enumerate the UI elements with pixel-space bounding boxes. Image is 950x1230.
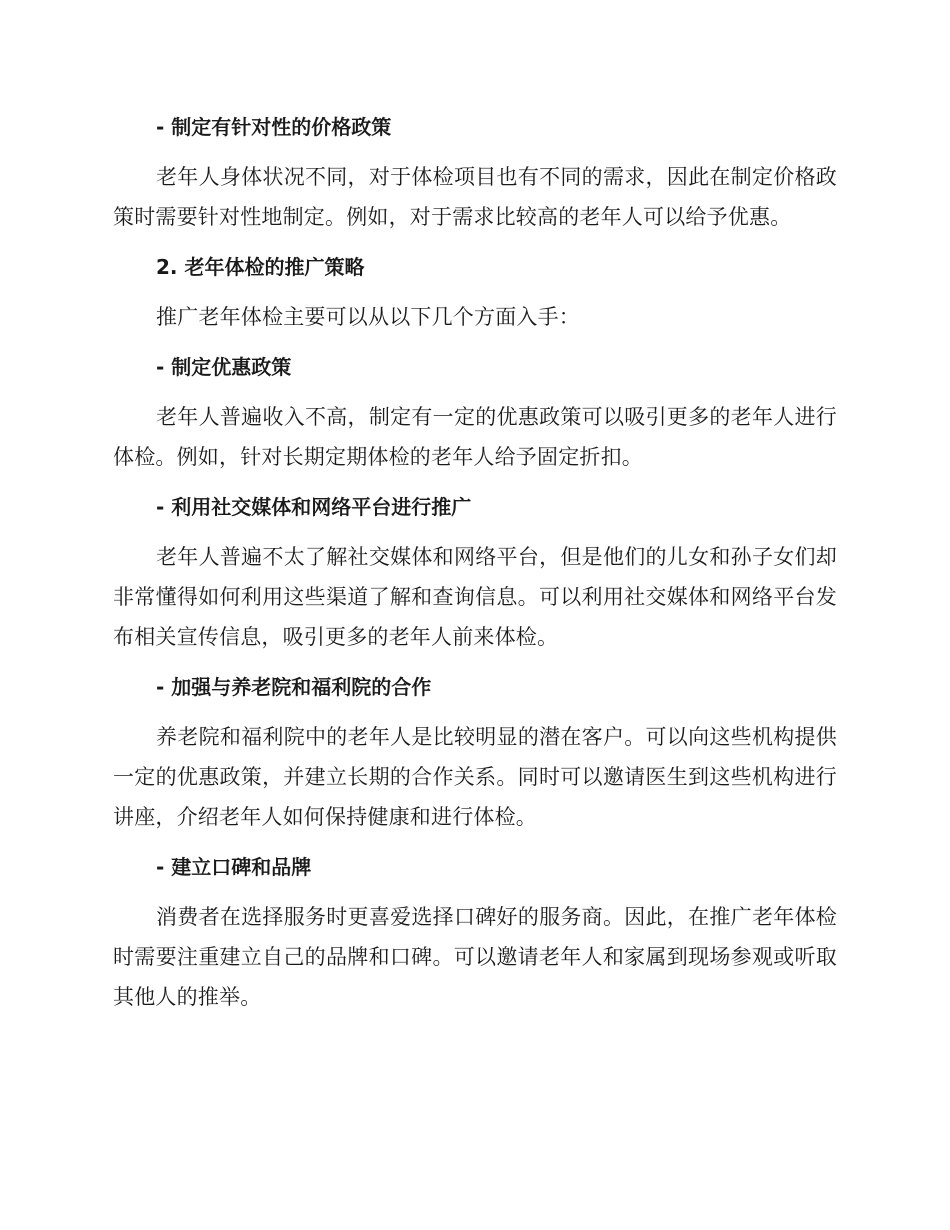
- section-discount-policy: [113, 351, 837, 491]
- section-paragraph: 老年人普遍收入不高，制定有一定的优惠政策可以吸引更多的老年人进行体检。例如，针对长期定期体检的老年人给予固定折扣。: [113, 405, 837, 469]
- section-heading: - 制定有针对性的价格政策: [156, 115, 392, 139]
- section-heading: - 建立口碑和品牌: [156, 855, 312, 879]
- section-pricing-policy: [113, 111, 837, 251]
- section-paragraph: 推广老年体检主要可以从以下几个方面入手：: [156, 305, 580, 329]
- section-paragraph: 老年人身体状况不同，对于体检项目也有不同的需求，因此在制定价格政策时需要针对性地制定。例如，对于需求比较高的老年人可以给予优惠。: [113, 165, 837, 229]
- section-heading: - 制定优惠政策: [156, 355, 292, 379]
- section-paragraph: 消费者在选择服务时更喜爱选择口碑好的服务商。因此，在推广老年体检时需要注重建立自己的品牌和口碑。可以邀请老年人和家属到现场参观或听取其他人的推举。: [113, 905, 837, 1009]
- section-promotion-strategy: [113, 251, 837, 351]
- section-nursing-home-cooperation: [113, 671, 837, 851]
- section-social-media: [113, 491, 837, 671]
- section-heading: - 加强与养老院和福利院的合作: [156, 675, 432, 699]
- section-heading: 2. 老年体检的推广策略: [156, 255, 365, 279]
- section-heading: - 利用社交媒体和网络平台进行推广: [156, 495, 472, 519]
- section-paragraph: 老年人普遍不太了解社交媒体和网络平台，但是他们的儿女和孙子女们却非常懂得如何利用这些渠道了解和查询信息。可以利用社交媒体和网络平台发布相关宣传信息，吸引更多的老年人前来体检。: [113, 545, 837, 649]
- section-reputation-brand: [113, 851, 837, 1017]
- section-paragraph: 养老院和福利院中的老年人是比较明显的潜在客户。可以向这些机构提供一定的优惠政策，并建立长期的合作关系。同时可以邀请医生到这些机构进行讲座，介绍老年人如何保持健康和进行体检。: [113, 725, 837, 829]
